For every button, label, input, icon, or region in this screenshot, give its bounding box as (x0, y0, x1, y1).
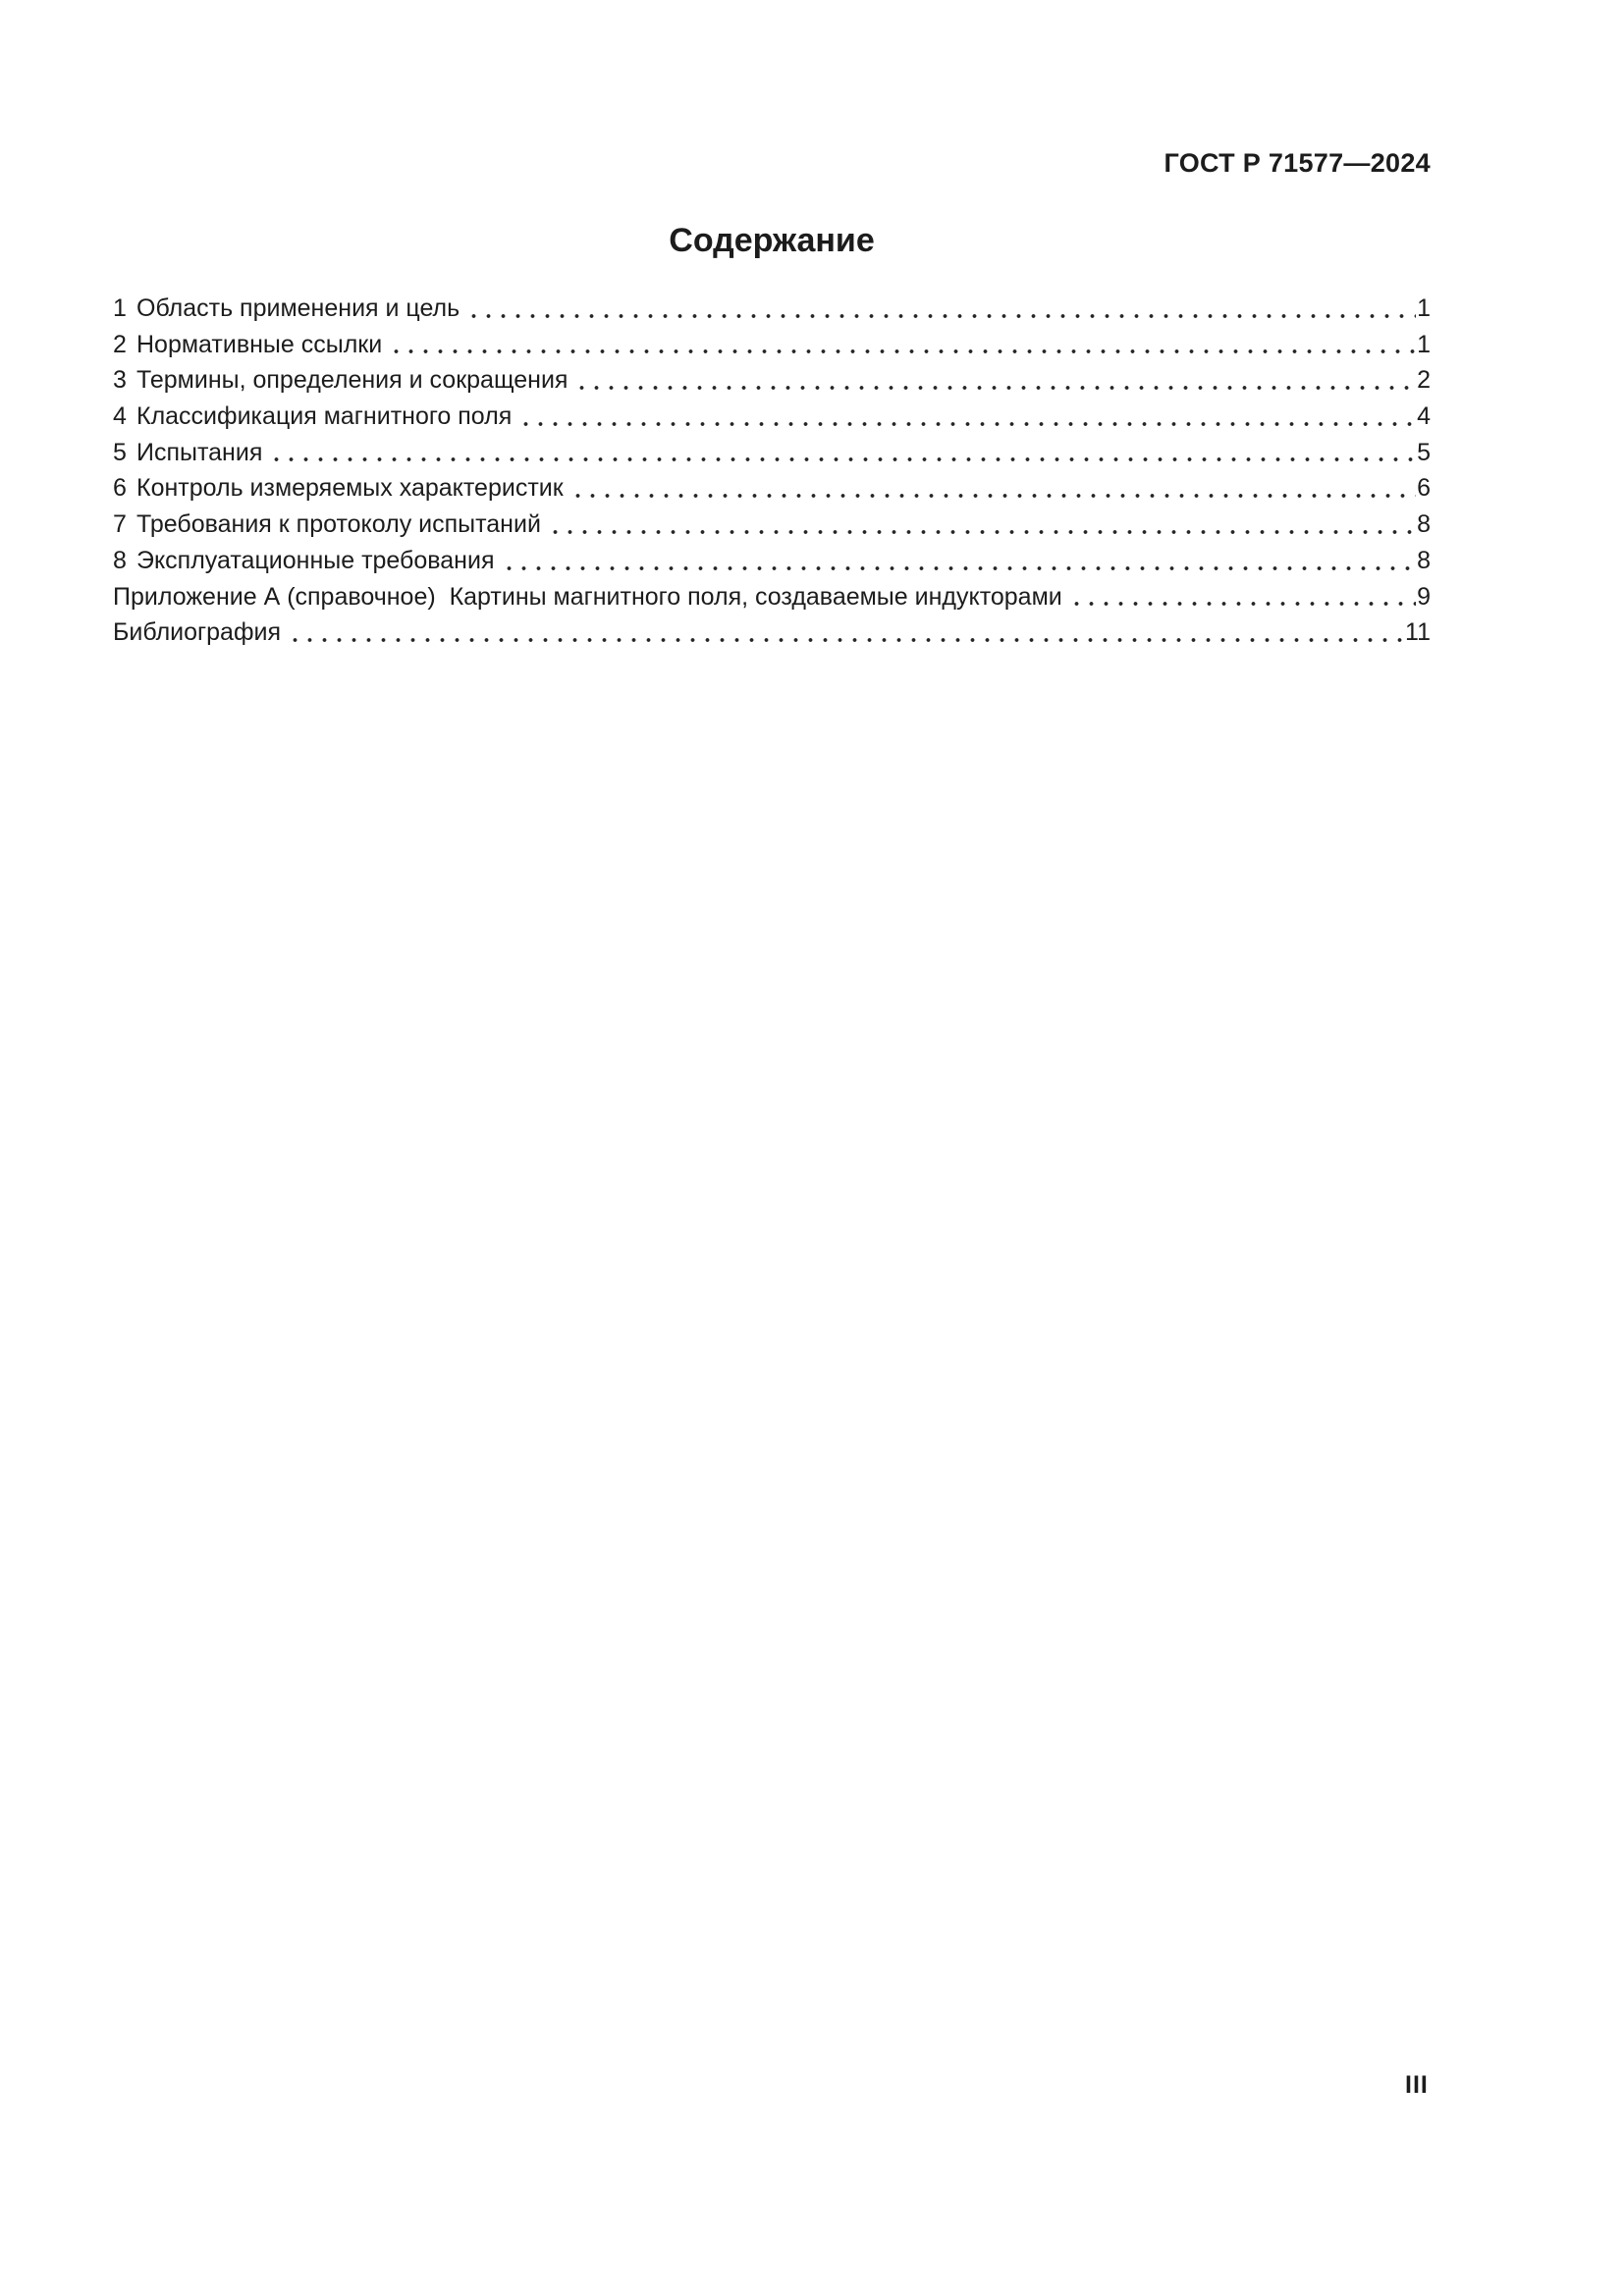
toc-entry-page: 8 (1417, 510, 1431, 539)
toc-entry-label: Нормативные ссылки (136, 330, 383, 358)
toc-entry-number: 4 (113, 402, 127, 431)
toc-entry-number: 8 (113, 546, 127, 574)
toc-entry-page: 6 (1417, 474, 1431, 503)
standard-number: ГОСТ Р 71577—2024 (1164, 148, 1431, 178)
toc-entry-number: 5 (113, 438, 127, 466)
toc-entry-label: Область применения и цель (136, 294, 460, 322)
leader-dots (574, 362, 1416, 399)
toc-entry-page: 5 (1417, 438, 1431, 466)
toc-entry-page: 9 (1417, 582, 1431, 611)
toc-entry-label: Контроль измеряемых характеристик (136, 474, 564, 503)
toc-entry-number: 1 (113, 294, 127, 322)
toc-entry (113, 614, 1431, 651)
toc-entry-label: Приложение А (справочное) Картины магнитного поля, создаваемые индукторами (113, 582, 1062, 611)
toc-entry (113, 543, 1431, 579)
toc-entry-label: Классификация магнитного поля (136, 402, 513, 431)
leader-dots (570, 470, 1416, 507)
toc-entry-page: 11 (1405, 618, 1431, 647)
toc-entry (113, 435, 1431, 471)
toc-entry-page: 8 (1417, 546, 1431, 574)
toc-entry-label: Библиография (113, 618, 282, 647)
toc-entry-number: 6 (113, 474, 127, 503)
toc-entry-page: 1 (1417, 330, 1431, 358)
toc-entry-label: Термины, определения и сокращения (136, 366, 568, 395)
leader-dots (269, 435, 1416, 471)
toc-entry-number: 2 (113, 330, 127, 358)
toc-entry-label: Испытания (136, 438, 263, 466)
leader-dots (502, 543, 1417, 579)
table-of-contents (113, 291, 1431, 651)
leader-dots (518, 399, 1416, 435)
leader-dots (466, 291, 1416, 327)
leader-dots (389, 327, 1416, 363)
toc-entry-number: 3 (113, 366, 127, 395)
toc-entry (113, 327, 1431, 363)
page-title: Содержание (669, 222, 875, 259)
document-header (113, 148, 1431, 179)
toc-entry-label: Требования к протоколу испытаний (136, 510, 541, 539)
toc-entry (113, 507, 1431, 543)
toc-entry-page: 1 (1417, 294, 1431, 322)
leader-dots (548, 507, 1416, 543)
toc-entry-page: 2 (1417, 366, 1431, 395)
toc-entry-number: 7 (113, 510, 127, 539)
toc-entry (113, 291, 1431, 327)
toc-entry-label: Эксплуатационные требования (136, 546, 495, 574)
leader-dots (288, 614, 1404, 651)
toc-entry-page: 4 (1417, 402, 1431, 431)
toc-entry (113, 470, 1431, 507)
toc-entry (113, 399, 1431, 435)
toc-entry (113, 362, 1431, 399)
page-number: III (1405, 2071, 1429, 2099)
toc-entry (113, 579, 1431, 615)
leader-dots (1069, 579, 1416, 615)
